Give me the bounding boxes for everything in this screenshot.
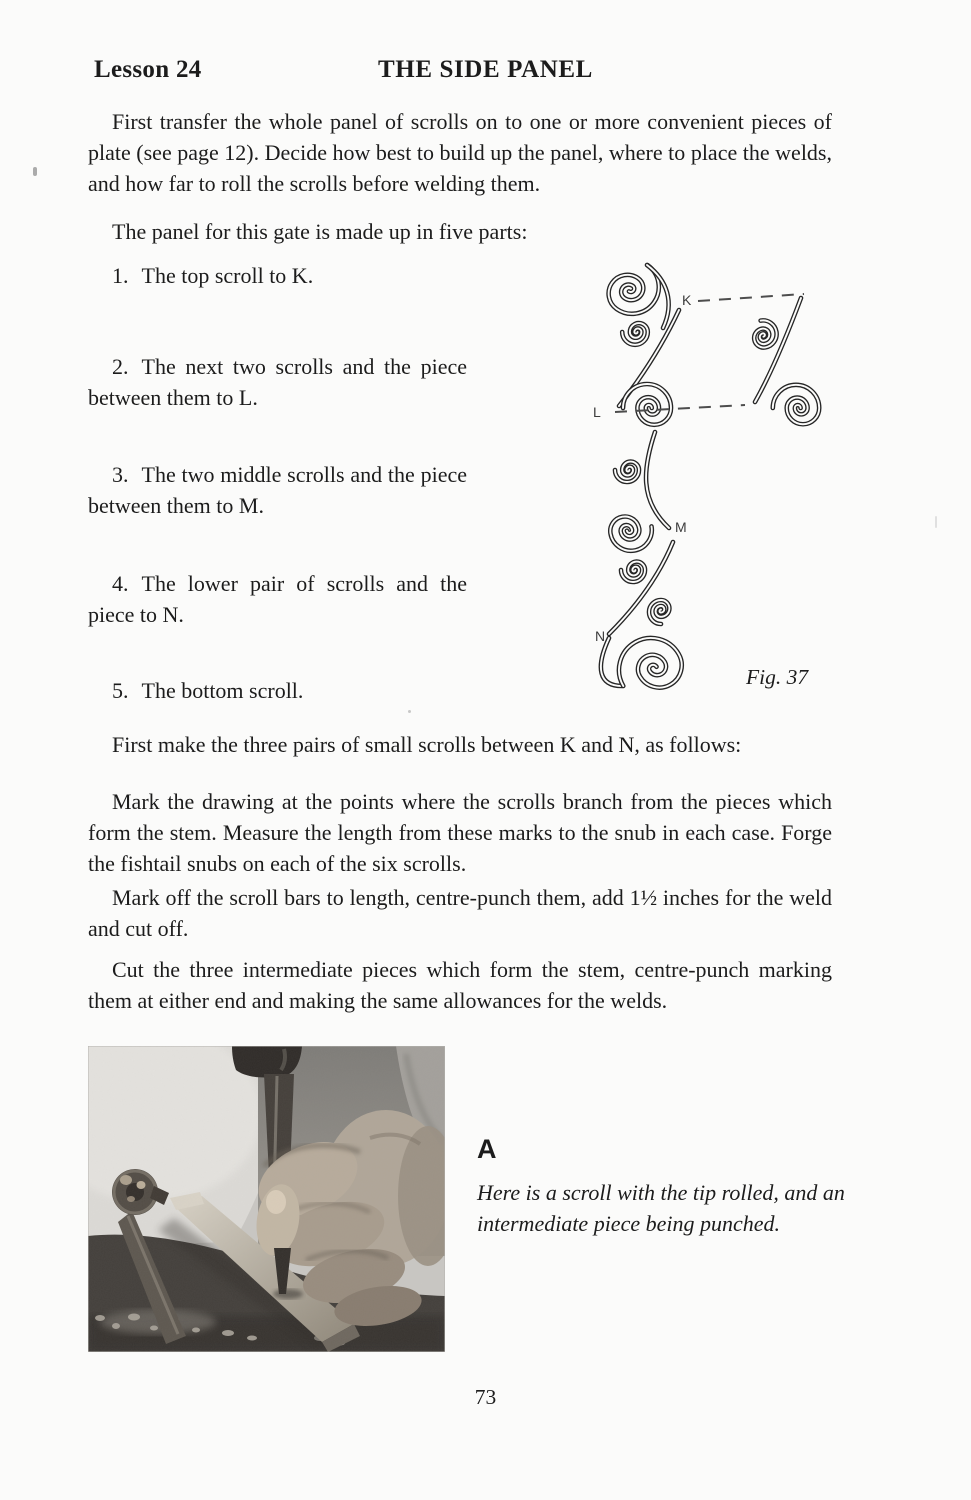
lower-small-scroll-2 xyxy=(649,600,669,624)
dashed-line-l xyxy=(615,405,745,412)
page-title: THE SIDE PANEL xyxy=(378,56,593,83)
right-big-scroll xyxy=(773,385,819,424)
list-item-3 xyxy=(88,459,467,521)
list-number: 1. xyxy=(112,263,129,288)
figure-label-n: N xyxy=(595,628,607,644)
bottom-scroll xyxy=(607,626,690,705)
list-item-4 xyxy=(88,568,467,630)
page-number: 73 xyxy=(474,1385,497,1409)
paragraph-mark-off: Mark off the scroll bars to length, centre-punch them, add 1½ inches for the weld and cut off. xyxy=(88,885,832,941)
figure-37-scroll-drawing xyxy=(575,242,895,712)
photo-svg xyxy=(88,1046,445,1352)
list-text: The two middle scrolls and the piece between them to M. xyxy=(88,462,467,518)
list-text: The lower pair of scrolls and the piece to N. xyxy=(88,571,467,627)
dashed-line-k xyxy=(698,294,804,301)
list-number: 4. xyxy=(112,571,129,596)
lower-small-scroll-1 xyxy=(621,562,645,582)
left-small-scroll xyxy=(622,323,648,345)
figure-label-l: L xyxy=(593,404,602,420)
list-text: The bottom scroll. xyxy=(141,678,304,703)
list-number: 5. xyxy=(112,678,129,703)
right-small-scroll xyxy=(751,318,778,349)
scan-speck xyxy=(33,167,37,176)
paragraph-cut-pieces: Cut the three intermediate pieces which form the stem, centre-punch marking them at either end and making the same allowances for the welds. xyxy=(88,957,832,1013)
list-text: The next two scrolls and the piece between them to L. xyxy=(88,354,467,410)
list-number: 3. xyxy=(112,462,129,487)
photo-caption: Here is a scroll with the tip rolled, and an intermediate piece being punched. xyxy=(477,1180,845,1236)
left-big-scroll xyxy=(623,384,671,425)
lower-stem xyxy=(609,542,673,634)
figure-caption: Fig. 37 xyxy=(746,665,809,689)
scroll-panel-svg xyxy=(575,242,895,712)
list-text: The top scroll to K. xyxy=(141,263,314,288)
film-grain xyxy=(88,1046,445,1352)
top-scroll xyxy=(601,254,669,324)
scan-speck xyxy=(408,710,411,713)
paragraph-parts-lead: The panel for this gate is made up in five parts: xyxy=(112,219,528,244)
mid-stem xyxy=(646,432,669,528)
photo-punching-scroll xyxy=(88,1046,445,1352)
paragraph-transfer-panel: First transfer the whole panel of scrolls on to one or more convenient pieces of plate (see page 12). Decide how best to build up the panel, where to place the welds, and how far to roll the scrolls before welding them. xyxy=(88,109,832,196)
photo-label-a: A xyxy=(477,1134,497,1164)
figure-label-m: M xyxy=(675,519,688,535)
mid-small-scroll xyxy=(615,462,639,482)
list-item-1 xyxy=(88,260,467,291)
paragraph-mark-drawing: Mark the drawing at the points where the scrolls branch from the pieces which form the stem. Measure the length from these marks to the snub in each case. Forge the fishtail snubs on each of the six scrolls. xyxy=(88,789,832,876)
mid-big-scroll xyxy=(608,512,655,554)
list-item-2 xyxy=(88,351,467,413)
figure-label-k: K xyxy=(682,292,693,308)
list-item-5 xyxy=(88,675,467,706)
scan-speck xyxy=(935,516,937,528)
lesson-heading: Lesson 24 xyxy=(94,56,202,83)
list-number: 2. xyxy=(112,354,129,379)
paragraph-make-scrolls: First make the three pairs of small scrolls between K and N, as follows: xyxy=(112,732,742,757)
